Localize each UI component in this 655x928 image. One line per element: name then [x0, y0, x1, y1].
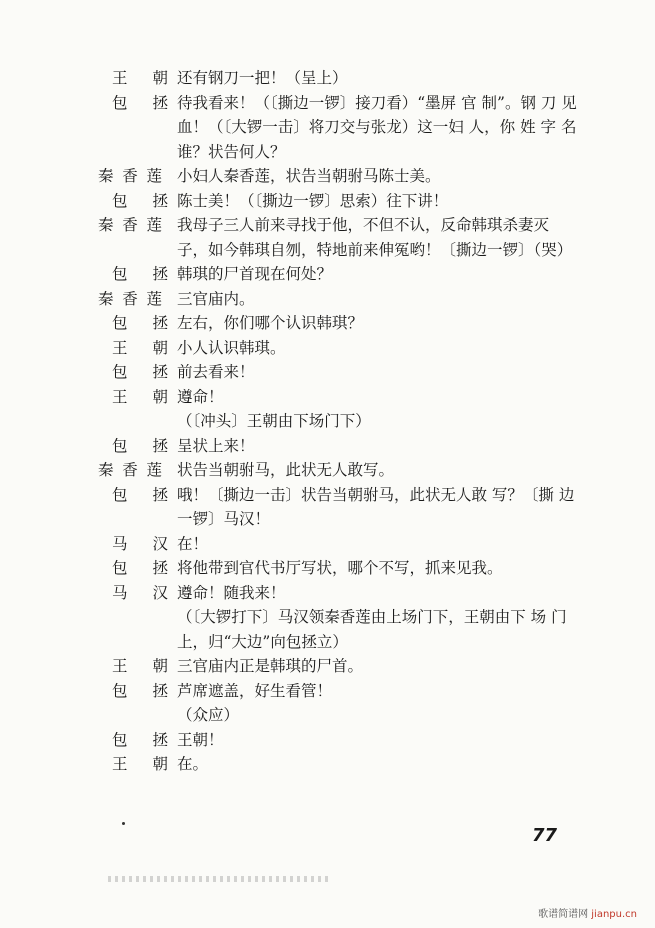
script-body	[0, 66, 655, 777]
script-line	[0, 483, 655, 508]
line-text: 三官庙内。	[177, 289, 255, 308]
line-text: 哦！〔撕边一击〕状告当朝驸马，此状无人敢 写？〔撕 边	[177, 485, 575, 504]
script-line	[0, 654, 655, 679]
watermark-url: jianpu.cn	[591, 909, 637, 920]
script-line	[0, 336, 655, 361]
scan-noise	[108, 876, 330, 882]
speaker-name: 包 拯	[112, 436, 168, 455]
speaker-name: 包 拯	[112, 681, 168, 700]
stage-direction: （〔大锣打下〕马汉领秦香莲由上场门下，王朝由下 场 门	[177, 608, 567, 626]
line-text: 将他带到官代书厅写状，哪个不写，抓来见我。	[177, 559, 503, 577]
script-line	[0, 140, 655, 165]
line-text: 在。	[177, 755, 209, 773]
script-line	[0, 728, 655, 753]
speaker-name: 王 朝	[112, 387, 168, 406]
script-line	[0, 66, 655, 91]
speaker-name: 马 汉	[112, 534, 168, 553]
script-line	[0, 703, 655, 728]
script-line	[0, 630, 655, 655]
speaker-name: 包 拯	[112, 730, 168, 749]
speaker-name: 王 朝	[112, 69, 168, 87]
speaker-name: 王 朝	[112, 755, 168, 773]
speaker-name: 秦香莲	[98, 461, 162, 479]
script-line	[0, 679, 655, 704]
line-text: 谁？状告何人？	[177, 142, 286, 161]
script-line	[0, 262, 655, 287]
line-text: 遵命！	[177, 387, 224, 406]
line-text: 待我看来！（〔撕边一锣〕接刀看）“墨屏 官 制”。钢 刀 见	[177, 93, 577, 112]
line-text: 在！	[177, 534, 209, 553]
script-line	[0, 213, 655, 238]
script-line	[0, 238, 655, 263]
script-line	[0, 434, 655, 459]
script-line	[0, 287, 655, 312]
script-line	[0, 115, 655, 140]
line-text: 陈士美！（〔撕边一锣〕思索）往下讲！	[177, 191, 449, 210]
speaker-name: 包 拯	[112, 314, 168, 332]
script-line	[0, 91, 655, 116]
line-text: 三官庙内正是韩琪的尸首。	[177, 657, 364, 675]
line-text: 子，如今韩琪自刎，特地前来伸冤哟！〔撕边一锣〕（哭）	[177, 240, 573, 259]
script-line	[0, 605, 655, 630]
speaker-name: 包 拯	[112, 265, 168, 283]
line-text: 一锣〕马汉！	[177, 510, 271, 528]
page-number: 77	[532, 825, 558, 846]
speaker-name: 包 拯	[112, 191, 168, 210]
script-line	[0, 752, 655, 777]
watermark-site: 歌谱简谱网	[538, 909, 589, 920]
speaker-name: 包 拯	[112, 485, 168, 504]
speaker-name: 包 拯	[112, 559, 168, 577]
speaker-name: 秦香莲	[98, 216, 162, 234]
watermark	[538, 905, 637, 920]
line-text: 小人认识韩琪。	[177, 338, 286, 357]
script-line	[0, 556, 655, 581]
line-text: 前去看来！	[177, 363, 255, 381]
script-line	[0, 532, 655, 557]
script-line	[0, 189, 655, 214]
script-line	[0, 360, 655, 385]
line-text: 左右，你们哪个认识韩琪？	[177, 314, 364, 332]
speaker-name: 包 拯	[112, 363, 168, 381]
script-line	[0, 458, 655, 483]
line-text: 血！（〔大锣一击〕将刀交与张龙）这一妇 人，你 姓 字 名	[177, 118, 577, 136]
script-line	[0, 409, 655, 434]
line-text: 小妇人秦香莲，状告当朝驸马陈士美。	[177, 167, 441, 185]
speaker-name: 秦香莲	[98, 289, 162, 308]
stage-direction: （〔冲头〕王朝由下场门下）	[177, 412, 371, 430]
line-text: 呈状上来！	[177, 436, 255, 455]
script-line	[0, 164, 655, 189]
speaker-name: 马 汉	[112, 583, 168, 602]
line-text: 王朝！	[177, 730, 224, 749]
speaker-name: 王 朝	[112, 657, 168, 675]
stage-direction: （众应）	[177, 706, 240, 724]
line-text: 遵命！随我来！	[177, 583, 286, 602]
line-text: 还有钢刀一把！（呈上）	[177, 69, 348, 87]
speaker-name: 秦香莲	[98, 167, 162, 185]
line-text: 我母子三人前来寻找于他，不但不认，反命韩琪杀妻灭	[177, 216, 550, 234]
line-text: 韩琪的尸首现在何处？	[177, 265, 333, 283]
speaker-name: 包 拯	[112, 93, 168, 112]
script-line	[0, 311, 655, 336]
script-line	[0, 507, 655, 532]
script-line	[0, 581, 655, 606]
speaker-name: 王 朝	[112, 338, 168, 357]
scan-speck	[122, 822, 125, 825]
script-line	[0, 385, 655, 410]
line-text: 芦席遮盖，好生看管！	[177, 681, 333, 700]
line-text: 状告当朝驸马，此状无人敢写。	[177, 461, 395, 479]
stage-direction: 上，归“大边”向包拯立）	[177, 632, 348, 651]
